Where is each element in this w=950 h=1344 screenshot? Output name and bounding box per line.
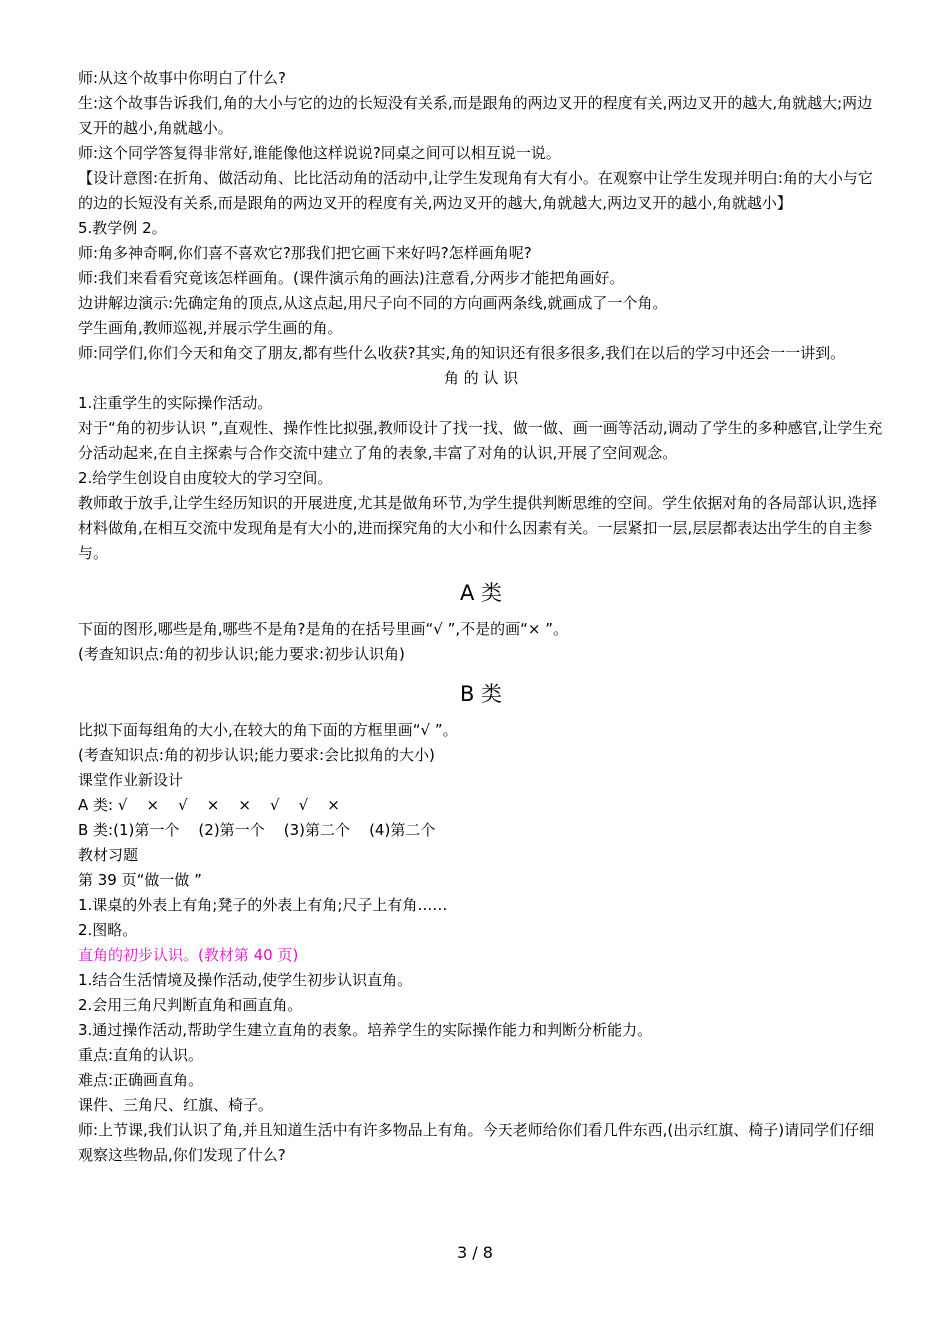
paragraph: 教师敢于放手,让学生经历知识的开展进度,尤其是做角环节,为学生提供判断思维的空间。学生依据对角的各局部认识,选择材料做角,在相互交流中发现角是有大小的,进而探究角的大小和什么因素有关。一层紧扣一层,层层都表达出学生的自主参与。: [78, 494, 878, 562]
answer-a: A 类: √ × √ × × √ √ ×: [78, 796, 340, 814]
paragraph: 师:角多神奇啊,你们喜不喜欢它?那我们把它画下来好吗?怎样画角呢?: [78, 244, 532, 262]
paragraph: 学生画角,教师巡视,并展示学生画的角。: [78, 319, 343, 337]
paragraph: 对于“角的初步认识 ”,直观性、操作性比拟强,教师设计了找一找、做一做、画一画等活动,调动了学生的多种感官,让学生充分活动起来,在自主探索与合作交流中建立了角的表象,丰富了对角的认识,开展了空间观念。: [78, 419, 883, 462]
paragraph: 边讲解边演示:先确定角的顶点,从这点起,用尺子向不同的方向画两条线,就画成了一个角。: [78, 294, 668, 312]
paragraph: 师:我们来看看究竟该怎样画角。(课件演示角的画法)注意看,分两步才能把角画好。: [78, 269, 625, 287]
paragraph: 课件、三角尺、红旗、椅子。: [78, 1096, 274, 1114]
paragraph: 1.结合生活情境及操作活动,使学生初步认识直角。: [78, 971, 413, 989]
page-number: 3 / 8: [457, 1243, 493, 1262]
lesson-title: 直角的初步认识。(教材第 40 页): [78, 946, 299, 964]
paragraph: 2.会用三角尺判断直角和画直角。: [78, 996, 303, 1014]
heading-b: B 类: [459, 682, 503, 706]
paragraph: 2.图略。: [78, 921, 138, 939]
document-body: [78, 66, 884, 1168]
paragraph: 生:这个故事告诉我们,角的大小与它的边的长短没有关系,而是跟角的两边叉开的程度有关,两边叉开的越大,角就越大;两边叉开的越小,角就越小。: [78, 94, 873, 137]
paragraph: 比拟下面每组角的大小,在较大的角下面的方框里画“√ ”。: [78, 721, 458, 739]
paragraph: 教材习题: [78, 846, 139, 864]
paragraph: 5.教学例 2。: [78, 219, 167, 237]
paragraph: (考查知识点:角的初步认识;能力要求:初步认识角): [78, 645, 405, 663]
paragraph: 课堂作业新设计: [78, 771, 184, 789]
paragraph: 1.课桌的外表上有角;凳子的外表上有角;尺子上有角……: [78, 896, 448, 914]
paragraph: 第 39 页“做一做 ”: [78, 871, 202, 889]
paragraph: (考查知识点:角的初步认识;能力要求:会比拟角的大小): [78, 746, 435, 764]
heading-a: A 类: [459, 581, 503, 605]
paragraph: 3.通过操作活动,帮助学生建立直角的表象。培养学生的实际操作能力和判断分析能力。: [78, 1021, 653, 1039]
paragraph: 师:从这个故事中你明白了什么?: [78, 69, 287, 87]
paragraph: 师:这个同学答复得非常好,谁能像他这样说说?同桌之间可以相互说一说。: [78, 144, 561, 162]
section-subtitle: 角 的 认 识: [443, 369, 519, 387]
paragraph: 师:上节课,我们认识了角,并且知道生活中有许多物品上有角。今天老师给你们看几件东西,(出示红旗、椅子)请同学们仔细观察这些物品,你们发现了什么?: [78, 1121, 875, 1164]
paragraph: 1.注重学生的实际操作活动。: [78, 394, 273, 412]
paragraph: 2.给学生创设自由度较大的学习空间。: [78, 469, 333, 487]
paragraph: 师:同学们,你们今天和角交了朋友,都有些什么收获?其实,角的知识还有很多很多,我们在以后的学习中还会一一讲到。: [78, 344, 846, 362]
paragraph: 下面的图形,哪些是角,哪些不是角?是角的在括号里画“√ ”,不是的画“× ”。: [78, 620, 569, 638]
design-intent: 【设计意图:在折角、做活动角、比比活动角的活动中,让学生发现角有大有小。在观察中让学生发现并明白:角的大小与它的边的长短没有关系,而是跟角的两边叉开的程度有关,两边叉开的越大,角就越大,两边叉开的越小,角就越小】: [78, 169, 873, 212]
paragraph: 重点:直角的认识。: [78, 1046, 204, 1064]
paragraph: 难点:正确画直角。: [78, 1071, 204, 1089]
answer-b: B 类:(1)第一个 (2)第一个 (3)第二个 (4)第二个: [78, 821, 436, 839]
